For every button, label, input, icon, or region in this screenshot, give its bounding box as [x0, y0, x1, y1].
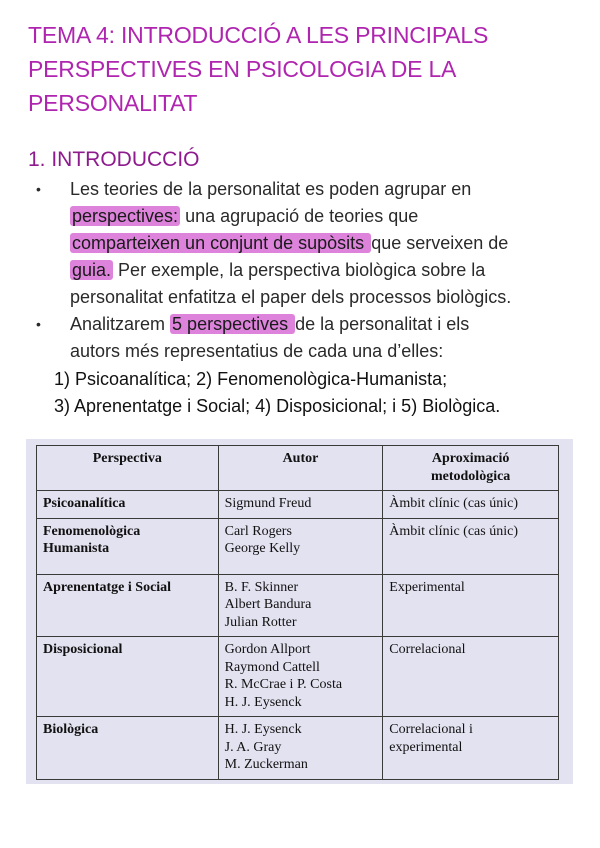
table-row: [37, 637, 559, 717]
highlighted-text: comparteixen un conjunt de supòsits: [72, 233, 370, 253]
column-header: Autor: [218, 446, 383, 491]
table-row: [37, 518, 559, 574]
table-row: [37, 717, 559, 780]
approach-cell: Àmbit clínic (cas únic): [383, 518, 559, 574]
bullet-list: [36, 176, 596, 365]
bullet-item: • Analitzarem 5 perspectives de la personalitat i els autors més representatius de cada una d’elles:: [36, 311, 596, 365]
table-header-row: [37, 446, 559, 491]
document-title: TEMA 4: INTRODUCCIÓ A LES PRINCIPALS PERSPECTIVES EN PSICOLOGIA DE LA PERSONALITAT: [28, 22, 489, 116]
table-row: [37, 491, 559, 519]
table-row: [37, 574, 559, 637]
author-cell: B. F. Skinner Albert Bandura Julian Rotter: [218, 574, 383, 637]
perspectives-enumeration: 1) Psicoanalítica; 2) Fenomenològica-Humanista; 3) Aprenentatge i Social; 4) Disposicional; i 5) Biològica.: [54, 369, 501, 416]
perspective-cell: Aprenentatge i Social: [37, 574, 219, 637]
table-image: [26, 439, 573, 784]
bullet-item: • Les teories de la personalitat es poden agrupar en perspectives: una agrupació de teories que comparteixen un conjunt de supòsits que serveixen de guia. Per exemple, la perspectiva biològica sobre la personalitat enfatitza el paper dels processos biològics.: [36, 176, 596, 311]
perspective-cell: Disposicional: [37, 637, 219, 717]
bullet-dot-icon: •: [36, 316, 41, 332]
perspective-cell: Fenomenològica Humanista: [37, 518, 219, 574]
perspective-cell: Psicoanalítica: [37, 491, 219, 519]
highlighted-text: perspectives:: [72, 206, 179, 226]
approach-cell: Experimental: [383, 574, 559, 637]
column-header: Perspectiva: [37, 446, 219, 491]
author-cell: Sigmund Freud: [218, 491, 383, 519]
highlighted-text: 5 perspectives: [172, 314, 294, 334]
author-cell: Carl Rogers George Kelly: [218, 518, 383, 574]
section-heading: 1. INTRODUCCIÓ: [28, 148, 200, 171]
author-cell: Gordon Allport Raymond Cattell R. McCrae i P. Costa H. J. Eysenck: [218, 637, 383, 717]
approach-cell: Correlacional i experimental: [383, 717, 559, 780]
approach-cell: Correlacional: [383, 637, 559, 717]
highlighted-text: guia.: [72, 260, 112, 280]
perspectives-table: [36, 445, 559, 780]
column-header: Aproximació metodològica: [383, 446, 559, 491]
perspective-cell: Biològica: [37, 717, 219, 780]
author-cell: H. J. Eysenck J. A. Gray M. Zuckerman: [218, 717, 383, 780]
bullet-dot-icon: •: [36, 181, 41, 197]
approach-cell: Àmbit clínic (cas únic): [383, 491, 559, 519]
